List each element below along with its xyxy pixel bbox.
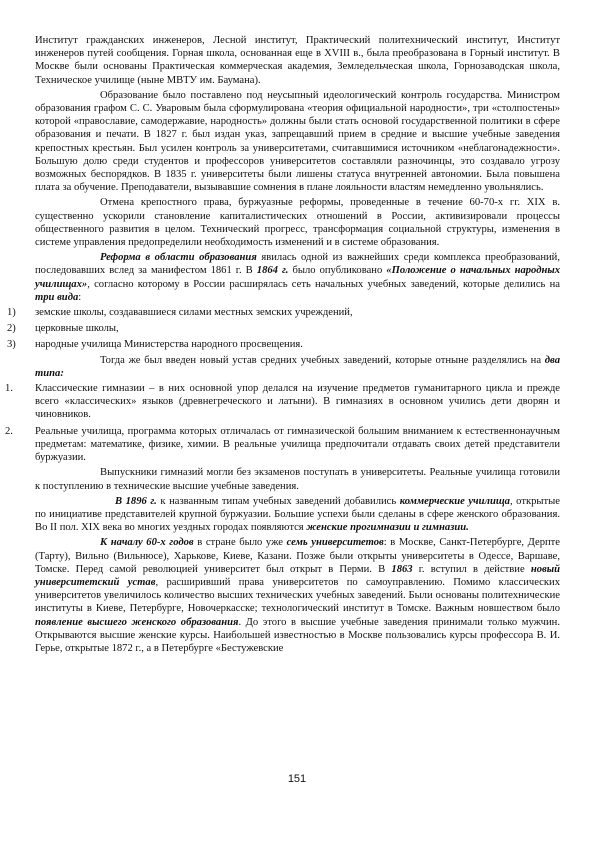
emphasis-reform: Реформа в области образования (100, 252, 257, 264)
paragraph-6: Выпускники гимназий могли без экзаменов поступать в университеты. Реальные училища готовили к поступлению в технические высшие учебные заведения. (35, 467, 560, 492)
emphasis-two-types: два типа: (35, 354, 560, 379)
list-item: 2. Реальные училища, программа которых отличалась от гимназической большим вниманием к естественнонаучным предметам: математике, физике, химии. В реальные училища предпочитали отдавать своих детей представители буржуазии. (5, 425, 560, 464)
paragraph-3: Отмена крепостного права, буржуазные реформы, проведенные в течение 60-70-х гг. XIX в. существенно ускорили становление капиталистических отношений в России, активизировали процессы общественного развития в целом. Технический прогресс, трансформация социальной структуры, изменения в системе управления предопределили необходимость изменений и в системе образования. (35, 197, 560, 249)
paragraph-8: К началу 60-х годов в стране было уже семь университетов: в Москве, Санкт-Петербурге, Дерпте (Тарту), Вильно (Вильнюсе), Харькове, Киеве, Казани. Позже были открыты университеты в Одессе, Варшаве, Томске. Перед самой революцией университет был открыт в Перми. В 1863 г. вступил в действие новый университетский устав, расширивший права университетов по самоуправлению. Помимо классических университетов увеличилось количество высших технических учебных заведений. Были основаны политехнические институты в Киеве, Петербурге, Новочеркасске; технологический институт в Томске. Важным новшеством было появление высшего женского образования. До этого в высшие учебные заведения принимали только мужчин. Открываются высшие женские курсы. Наибольшей известностью в Москве пользовались курсы профессора В. И. Герье, открытые 1872 г., а в Петербурге «Бестужевские (35, 537, 561, 654)
school-types-list (7, 306, 560, 352)
emphasis-female-gymnasiums: женские прогимназии и гимназии. (306, 522, 469, 534)
secondary-types-list (5, 382, 560, 464)
paragraph-1: Институт гражданских инженеров, Лесной институт, Практический политехнический институт, Институт инженеров путей сообщения. Горная школа, основанная еще в XVIII в., была преобразована в Горный институт. В Москве были основаны Практическая коммерческая академия, Земледельческая школа, Горнозаводская школа, Техническое училище (ныне МВТУ им. Баумана). (35, 35, 560, 86)
emphasis-seven-universities: семь университетов (286, 537, 384, 549)
emphasis-three-types: три вида (35, 291, 79, 303)
list-number: 2. (5, 425, 13, 437)
list-item: 2) церковные школы, (7, 323, 119, 335)
list-item: 1) земские школы, создававшиеся силами местных земских учреждений, (7, 307, 353, 319)
emphasis-regulation: «Положение о начальных народных училищах» (35, 265, 560, 290)
list-number: 1) (7, 307, 16, 319)
list-item: 3) народные училища Министерства народного просвещения. (7, 339, 303, 351)
paragraph-2: Образование было поставлено под неусыпный идеологический контроль государства. Министром образования графом С. С. Уваровым была сформулирована «теория официальной народности», три «столпостены» которой «православие, самодержавие, народность» должны были стать основой государственной политики в сфере образования и печати. В 1827 г. был издан указ, запрещавший прием в средние и высшие учебные заведения крепостных крестьян. Был усилен контроль за университетами, считавшимися источником «неблагонадежности». Большую долю среди студентов и профессоров университетов составляли разночинцы, это создавало угрозу возможных беспорядков. В 1835 г. университеты были лишены статуса внутренней автономии. Была повышена плата за обучение. Преподаватели, вызывавшие сомнения в плане лояльности властям немедленно увольнялись. (35, 89, 560, 194)
paragraph-7: В 1896 г. к названным типам учебных заведений добавились коммерческие училища, открытые по инициативе представителей крупной буржуазии. Большие успехи были сделаны в сфере женского образования. Во II пол. XIX века во многих уездных городах появляются женские прогимназии и гимназии. (35, 495, 560, 534)
emphasis-year-1863: 1863 (391, 563, 413, 575)
emphasis-commercial-schools: коммерческие училища (399, 495, 510, 507)
paragraph-5: Тогда же был введен новый устав средних учебных заведений, которые отныне разделялись на два типа: (35, 354, 560, 379)
list-item: 1. Классические гимназии – в них основной упор делался на изучение предметов гуманитарного цикла и прежде всего «классических» языков (древнегреческого и латыни). В гимназиях в основном учились дети дворян и чиновников. (5, 383, 560, 421)
paragraph-4: Реформа в области образования явилась одной из важнейших среди комплекса преобразований, последовавших вслед за манифестом 1861 г. В 1864 г. было опубликовано «Положение о начальных народных училищах», согласно которому в России расширялась сеть начальных учебных заведений, которые делились на три вида: (35, 252, 560, 303)
list-number: 1. (5, 383, 13, 395)
document-page (5, 34, 561, 657)
emphasis-early-60s: К началу 60-х годов (100, 537, 194, 549)
emphasis-female-higher-education: появление высшего женского образования (35, 616, 239, 628)
page-number: 151 (287, 773, 307, 785)
emphasis-new-charter: новый университетский устав (35, 563, 561, 588)
emphasis-year-1896: В 1896 г. (115, 495, 157, 507)
list-number: 2) (7, 323, 16, 335)
emphasis-year-1864: 1864 г. (256, 265, 289, 277)
list-number: 3) (7, 339, 16, 351)
